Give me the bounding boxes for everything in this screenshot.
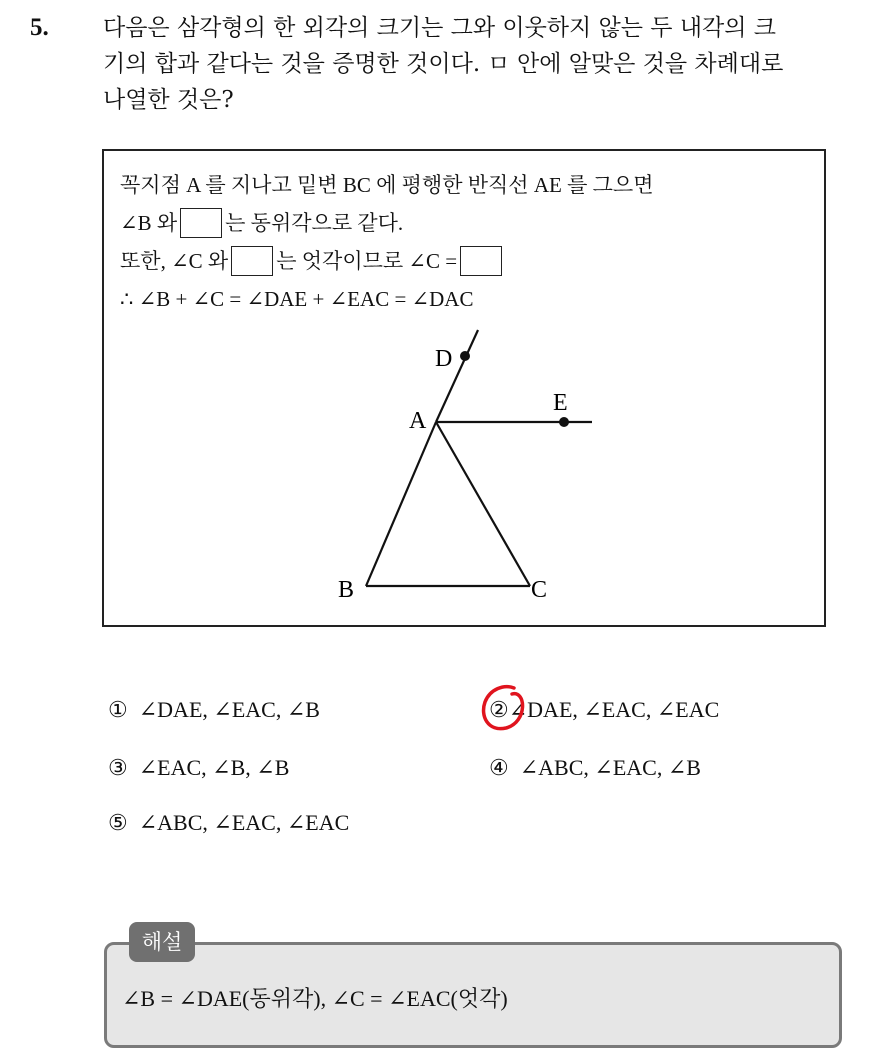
explanation-tab: 해설 [129, 922, 195, 962]
ray-AD [436, 330, 478, 422]
proof-line-4: ∴ ∠B + ∠C = ∠DAE + ∠EAC = ∠DAC [120, 287, 474, 311]
label-E: E [553, 390, 568, 416]
proof-line-3-start: 또한, ∠C 와 [120, 249, 229, 273]
choice-1[interactable] [108, 697, 320, 723]
choice-4[interactable] [489, 755, 701, 781]
side-AC [436, 422, 530, 586]
question-number: 5. [30, 14, 49, 41]
choice-5[interactable] [108, 810, 349, 836]
point-D [460, 351, 470, 361]
proof-line-2-start: ∠B 와 [120, 211, 178, 235]
choice-text: ∠ABC, ∠EAC, ∠B [519, 755, 701, 780]
choice-number: ③ [108, 755, 128, 780]
proof-line-1: 꼭지점 A 를 지나고 밑변 BC 에 평행한 반직선 AE 를 그으면 [120, 173, 654, 197]
choice-text: ∠DAE, ∠EAC, ∠EAC [508, 697, 720, 722]
question-line: 기의 합과 같다는 것을 증명한 것이다. ㅁ 안에 알맞은 것을 차례대로 [103, 51, 784, 77]
side-AB [366, 422, 436, 586]
explanation-text: ∠B = ∠DAE(동위각), ∠C = ∠EAC(엇각) [122, 986, 508, 1011]
proof-line-2-end: 는 동위각으로 같다. [225, 211, 404, 235]
label-B: B [338, 577, 355, 603]
label-C: C [531, 577, 548, 603]
choice-number: ④ [489, 755, 509, 780]
proof-line-3-end: 는 엇각이므로 ∠C = [276, 249, 458, 273]
point-E [559, 417, 569, 427]
choice-text: ∠DAE, ∠EAC, ∠B [138, 697, 320, 722]
choice-number: ① [108, 697, 128, 722]
question-line: 나열한 것은? [103, 87, 234, 113]
choice-3[interactable] [108, 755, 289, 781]
label-D: D [435, 346, 453, 372]
choice-2[interactable] [489, 697, 719, 723]
choice-text: ∠EAC, ∠B, ∠B [138, 755, 290, 780]
label-A: A [409, 408, 427, 434]
choice-text: ∠ABC, ∠EAC, ∠EAC [138, 810, 350, 835]
choice-number: ② [489, 697, 509, 722]
question-line: 다음은 삼각형의 한 외각의 크기는 그와 이웃하지 않는 두 내각의 크 [103, 15, 776, 41]
choice-number: ⑤ [108, 810, 128, 835]
